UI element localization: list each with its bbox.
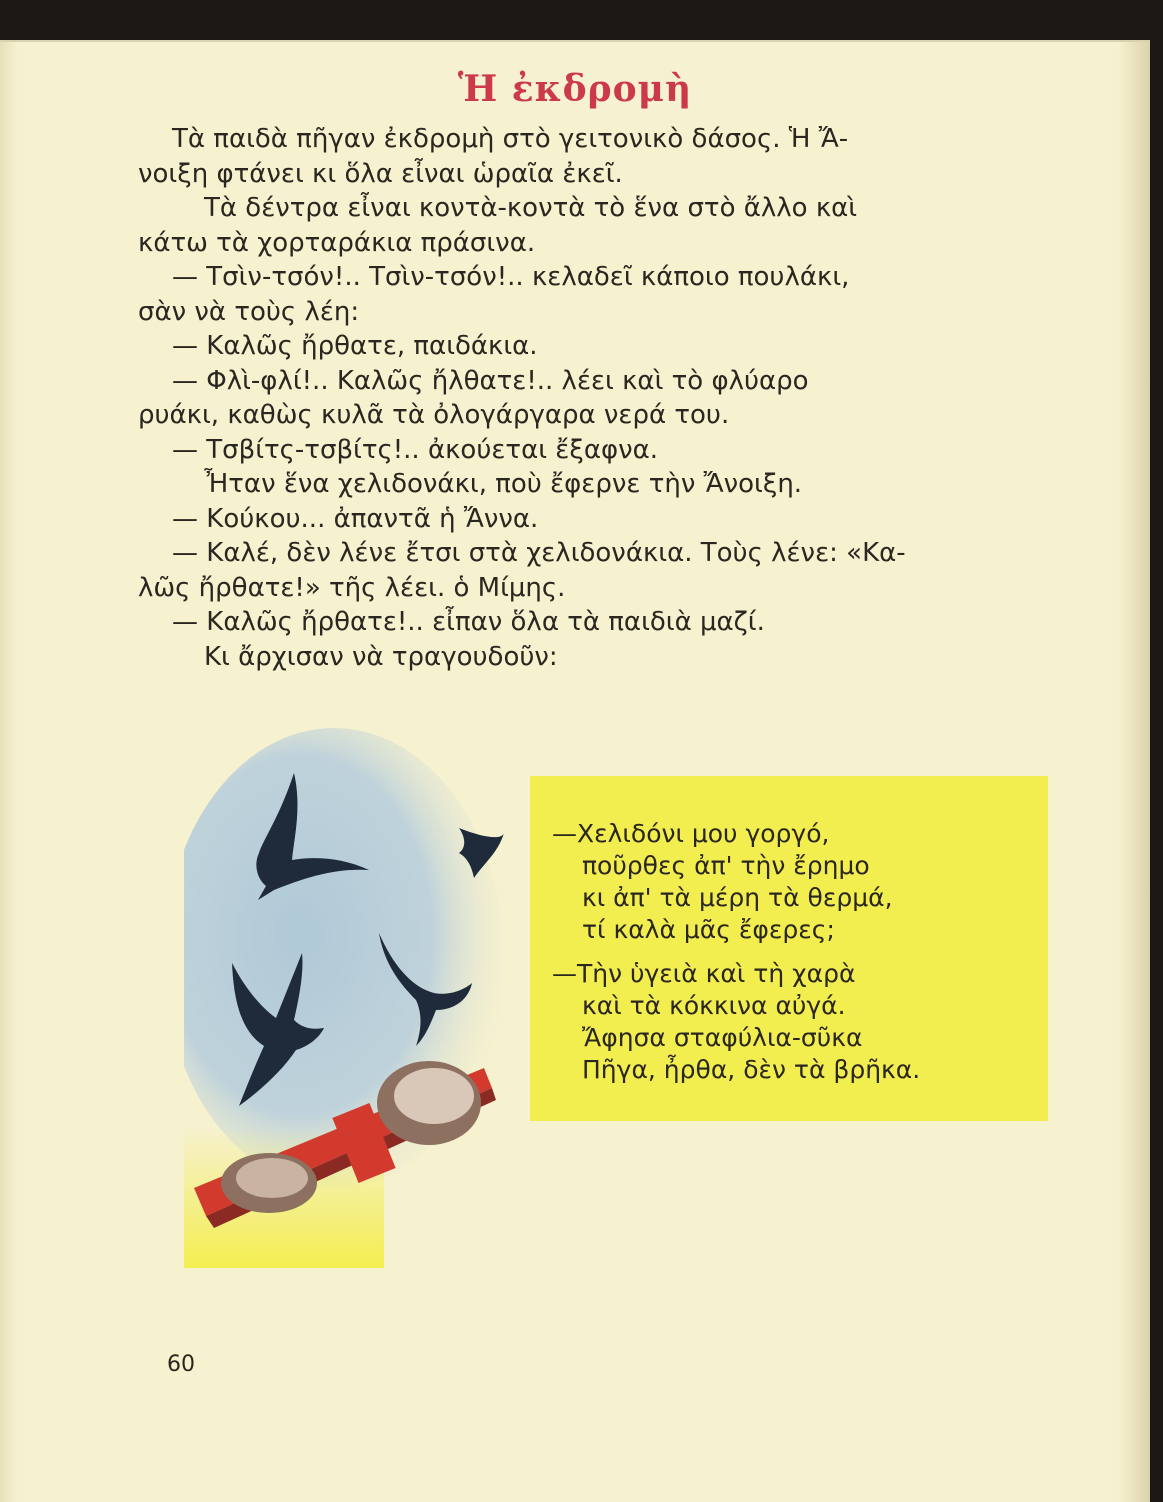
text-line: — Φλὶ-φλί!.. Καλῶς ἤλθατε!.. λέει καὶ τὸ φλύαρο [172,365,809,396]
text-line: — Τσβίτς-τσβίτς!.. ἀκούεται ἔξαφνα. [172,434,659,465]
poem-line: —Τὴν ὑγειὰ καὶ τὴ χαρὰ [552,959,856,988]
nest-highlight [394,1068,474,1124]
page-number: 60 [167,1352,195,1377]
text-line: — Καλῶς ἤρθατε!.. εἶπαν ὅλα τὰ παιδιὰ μαζί. [172,607,765,637]
swallows-illustration [184,728,524,1268]
poem-line: —Χελιδόνι μου γοργό, [552,819,830,848]
story-text [138,122,1008,674]
text-line: νοιξη φτάνει κι ὅλα εἶναι ὡραῖα ἐκεῖ. [138,158,623,189]
text-line: — Καλῶς ἤρθατε, παιδάκια. [172,331,538,361]
text-line: — Τσὶν-τσόν!.. Τσὶν-τσόν!.. κελαδεῖ κάποιο πουλάκι, [172,262,850,292]
text-line: — Κούκου... ἀπαντᾶ ἡ Ἄννα. [172,503,539,534]
nest-highlight [236,1158,308,1198]
page-title: Ἡ ἐκδρομὴ [457,68,693,110]
book-gutter [1118,42,1150,1502]
poem-line: καὶ τὰ κόκκινα αὐγά. [582,991,846,1020]
text-line: λῶς ἤρθατε!» τῆς λέει. ὁ Μίμης. [138,572,566,603]
poem-line: Ἄφησα σταφύλια-σῦκα [582,1023,863,1052]
poem-stanza-1 [552,818,893,946]
text-line: ρυάκι, καθὼς κυλᾶ τὰ ὀλογάργαρα νερά του. [138,400,730,430]
poem-line: ποῦρθες ἀπ' τὴν ἔρημο [582,851,870,880]
text-line: Κι ἄρχισαν νὰ τραγουδοῦν: [204,641,558,672]
poem-line: κι ἀπ' τὰ μέρη τὰ θερμά, [582,883,893,912]
poem-line: Πῆγα, ἦρθα, δὲν τὰ βρῆκα. [582,1055,921,1084]
poem-stanza-2 [552,958,920,1086]
text-line: σὰν νὰ τοὺς λέη: [138,296,360,327]
text-line: Ἦταν ἕνα χελιδονάκι, ποὺ ἔφερνε τὴν Ἄνοιξη. [204,469,803,499]
text-line: κάτω τὰ χορταράκια πράσινα. [138,227,536,258]
text-line: — Καλέ, δὲν λένε ἔτσι στὰ χελιδονάκια. Τοὺς λένε: «Κα- [172,538,906,568]
text-line: Τὰ παιδὰ πῆγαν ἐκδρομὴ στὸ γειτονικὸ δάσος. Ἡ Ἄ- [172,124,849,154]
poem-line: τί καλὰ μᾶς ἔφερες; [582,915,835,944]
page-edge-shadow [0,42,18,1502]
text-line: Τὰ δέντρα εἶναι κοντὰ-κοντὰ τὸ ἕνα στὸ ἄλλο καὶ [204,193,858,223]
